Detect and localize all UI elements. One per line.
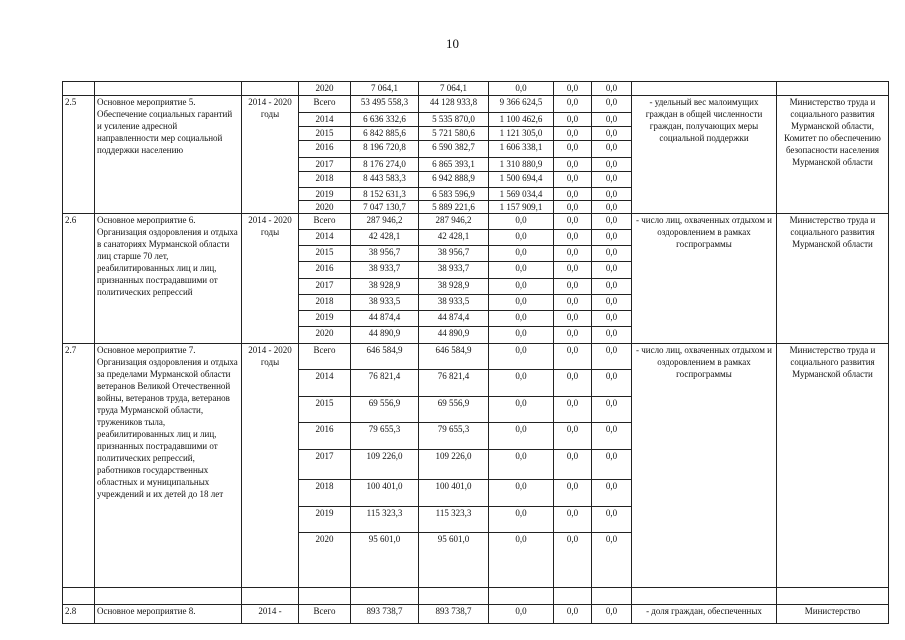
section-period: 2014 - 2020 годы <box>242 96 299 214</box>
year-cell: Всего <box>299 344 351 370</box>
top-row-value-3: 0,0 <box>489 82 554 96</box>
row-value-4: 0,0 <box>554 533 592 588</box>
row-value-5: 0,0 <box>592 423 632 450</box>
bottom-row-value-5: 0,0 <box>592 605 632 624</box>
year-cell: 2015 <box>299 127 351 141</box>
year-cell: 2016 <box>299 262 351 279</box>
section-number: 2.8 <box>63 605 95 624</box>
row-value-2: 100 401,0 <box>419 480 489 507</box>
year-cell: 2015 <box>299 397 351 423</box>
year-cell: 2020 <box>299 82 351 96</box>
top-row-value-2: 7 064,1 <box>419 82 489 96</box>
row-value-5: 0,0 <box>592 450 632 480</box>
row-value-4: 0,0 <box>554 188 592 201</box>
row-value-1: 6 636 332,6 <box>351 113 419 127</box>
blank-cell <box>351 588 419 605</box>
row-value-1: 38 928,9 <box>351 279 419 295</box>
row-value-5: 0,0 <box>592 533 632 588</box>
row-value-1: 44 874,4 <box>351 311 419 327</box>
row-value-2: 5 535 870,0 <box>419 113 489 127</box>
row-value-5: 0,0 <box>592 113 632 127</box>
row-value-3: 0,0 <box>489 214 554 230</box>
year-cell: 2018 <box>299 172 351 188</box>
row-value-3: 1 121 305,0 <box>489 127 554 141</box>
section-number: 2.5 <box>63 96 95 214</box>
row-value-2: 6 583 596,9 <box>419 188 489 201</box>
row-value-2: 44 874,4 <box>419 311 489 327</box>
year-cell: 2019 <box>299 507 351 533</box>
row-value-3: 0,0 <box>489 397 554 423</box>
row-value-5: 0,0 <box>592 141 632 158</box>
row-value-3: 0,0 <box>489 423 554 450</box>
row-value-4: 0,0 <box>554 127 592 141</box>
row-value-1: 115 323,3 <box>351 507 419 533</box>
year-cell: Всего <box>299 96 351 113</box>
row-value-4: 0,0 <box>554 158 592 172</box>
row-value-1: 7 047 130,7 <box>351 201 419 214</box>
row-value-1: 38 933,5 <box>351 295 419 311</box>
section-indicator: - число лиц, охваченных отдыхом и оздоровлением в рамках госпрограммы <box>632 214 777 344</box>
bottom-row-value-3: 0,0 <box>489 605 554 624</box>
row-value-5: 0,0 <box>592 230 632 246</box>
year-cell: 2016 <box>299 141 351 158</box>
table-row <box>63 96 889 113</box>
section-name: Основное мероприятие 8. <box>95 605 242 624</box>
row-value-3: 1 100 462,6 <box>489 113 554 127</box>
section-period: 2014 - <box>242 605 299 624</box>
row-value-2: 5 889 221,6 <box>419 201 489 214</box>
section-name: Основное мероприятие 7. Организация оздоровления и отдыха за пределами Мурманской области ветеранов Великой Отечественной войны, ветеранов труда, ветеранов труда Мурманской области, тружеников тыла, реабилитированных лиц и лиц, признанных пострадавшими от политических репрессий, работников государственных областных и муниципальных учреждений и их детей до 18 лет <box>95 344 242 588</box>
section-indicator: - доля граждан, обеспеченных <box>632 605 777 624</box>
row-value-5: 0,0 <box>592 370 632 397</box>
row-value-3: 1 157 909,1 <box>489 201 554 214</box>
row-value-5: 0,0 <box>592 214 632 230</box>
section-executor: Министерство труда и социального развития Мурманской области <box>777 344 889 588</box>
blank-cell <box>632 588 777 605</box>
row-value-4: 0,0 <box>554 397 592 423</box>
top-row-value-1: 7 064,1 <box>351 82 419 96</box>
row-value-4: 0,0 <box>554 201 592 214</box>
row-value-5: 0,0 <box>592 344 632 370</box>
num-cell <box>63 82 95 96</box>
row-value-2: 44 890,9 <box>419 327 489 344</box>
row-value-5: 0,0 <box>592 507 632 533</box>
row-value-2: 6 865 393,1 <box>419 158 489 172</box>
top-row-value-4: 0,0 <box>554 82 592 96</box>
row-value-1: 8 152 631,3 <box>351 188 419 201</box>
row-value-3: 0,0 <box>489 480 554 507</box>
row-value-2: 38 928,9 <box>419 279 489 295</box>
row-value-3: 1 569 034,4 <box>489 188 554 201</box>
year-cell: 2020 <box>299 533 351 588</box>
table-row <box>63 214 889 230</box>
section-indicator: - удельный вес малоимущих граждан в общей численности граждан, получающих меры социальной поддержки <box>632 96 777 214</box>
row-value-4: 0,0 <box>554 370 592 397</box>
year-cell: 2014 <box>299 230 351 246</box>
year-cell: 2018 <box>299 480 351 507</box>
row-value-3: 9 366 624,5 <box>489 96 554 113</box>
section-period: 2014 - 2020 годы <box>242 214 299 344</box>
blank-cell <box>419 588 489 605</box>
year-cell: 2014 <box>299 370 351 397</box>
row-value-3: 1 500 694,4 <box>489 172 554 188</box>
row-value-2: 44 128 933,8 <box>419 96 489 113</box>
row-value-2: 646 584,9 <box>419 344 489 370</box>
year-cell: 2018 <box>299 295 351 311</box>
row-value-4: 0,0 <box>554 311 592 327</box>
section-executor: Министерство труда и социального развития Мурманской области, Комитет по обеспечению безопасности населения Мурманской области <box>777 96 889 214</box>
row-value-1: 109 226,0 <box>351 450 419 480</box>
year-cell: 2017 <box>299 450 351 480</box>
row-value-1: 38 956,7 <box>351 246 419 262</box>
row-value-5: 0,0 <box>592 480 632 507</box>
blank-cell <box>489 588 554 605</box>
row-value-4: 0,0 <box>554 172 592 188</box>
year-cell: 2020 <box>299 327 351 344</box>
table-row <box>63 344 889 370</box>
section-indicator: - число лиц, охваченных отдыхом и оздоровлением в рамках госпрограммы <box>632 344 777 588</box>
name-cell <box>95 82 242 96</box>
row-value-4: 0,0 <box>554 246 592 262</box>
row-value-3: 0,0 <box>489 295 554 311</box>
row-value-1: 69 556,9 <box>351 397 419 423</box>
row-value-3: 0,0 <box>489 450 554 480</box>
row-value-1: 8 443 583,3 <box>351 172 419 188</box>
section-number: 2.7 <box>63 344 95 588</box>
spacer-row <box>63 588 889 605</box>
row-value-2: 115 323,3 <box>419 507 489 533</box>
row-value-2: 38 956,7 <box>419 246 489 262</box>
row-value-4: 0,0 <box>554 279 592 295</box>
indicator-cell <box>632 82 777 96</box>
row-value-4: 0,0 <box>554 96 592 113</box>
row-value-1: 646 584,9 <box>351 344 419 370</box>
period-cell <box>242 82 299 96</box>
row-value-1: 79 655,3 <box>351 423 419 450</box>
row-value-4: 0,0 <box>554 480 592 507</box>
row-value-1: 44 890,9 <box>351 327 419 344</box>
row-value-1: 100 401,0 <box>351 480 419 507</box>
row-value-3: 0,0 <box>489 230 554 246</box>
row-value-3: 0,0 <box>489 533 554 588</box>
row-value-1: 8 176 274,0 <box>351 158 419 172</box>
blank-cell <box>242 588 299 605</box>
row-value-4: 0,0 <box>554 230 592 246</box>
row-value-2: 109 226,0 <box>419 450 489 480</box>
top-row-value-5: 0,0 <box>592 82 632 96</box>
table-row <box>63 605 889 624</box>
program-table <box>62 81 889 624</box>
row-value-5: 0,0 <box>592 262 632 279</box>
blank-cell <box>554 588 592 605</box>
row-value-3: 0,0 <box>489 246 554 262</box>
row-value-3: 0,0 <box>489 507 554 533</box>
row-value-1: 38 933,7 <box>351 262 419 279</box>
table-row <box>63 82 889 96</box>
row-value-2: 287 946,2 <box>419 214 489 230</box>
row-value-4: 0,0 <box>554 344 592 370</box>
row-value-2: 69 556,9 <box>419 397 489 423</box>
row-value-3: 1 606 338,1 <box>489 141 554 158</box>
row-value-5: 0,0 <box>592 201 632 214</box>
row-value-4: 0,0 <box>554 141 592 158</box>
year-cell: 2019 <box>299 311 351 327</box>
row-value-3: 0,0 <box>489 262 554 279</box>
row-value-5: 0,0 <box>592 279 632 295</box>
year-cell: Всего <box>299 605 351 624</box>
blank-cell <box>777 588 889 605</box>
section-number: 2.6 <box>63 214 95 344</box>
section-period: 2014 - 2020 годы <box>242 344 299 588</box>
section-name: Основное мероприятие 6. Организация оздоровления и отдыха в санаториях Мурманской области лиц старше 70 лет, реабилитированных лиц и лиц, признанных пострадавшими от политических репрессий <box>95 214 242 344</box>
row-value-3: 0,0 <box>489 311 554 327</box>
bottom-row-value-1: 893 738,7 <box>351 605 419 624</box>
bottom-row-value-4: 0,0 <box>554 605 592 624</box>
row-value-4: 0,0 <box>554 113 592 127</box>
bottom-row-value-2: 893 738,7 <box>419 605 489 624</box>
year-cell: 2016 <box>299 423 351 450</box>
row-value-4: 0,0 <box>554 327 592 344</box>
blank-cell <box>63 588 95 605</box>
row-value-2: 42 428,1 <box>419 230 489 246</box>
row-value-5: 0,0 <box>592 327 632 344</box>
row-value-1: 76 821,4 <box>351 370 419 397</box>
row-value-1: 42 428,1 <box>351 230 419 246</box>
row-value-2: 38 933,7 <box>419 262 489 279</box>
row-value-1: 53 495 558,3 <box>351 96 419 113</box>
row-value-4: 0,0 <box>554 423 592 450</box>
row-value-4: 0,0 <box>554 507 592 533</box>
row-value-3: 0,0 <box>489 327 554 344</box>
section-executor: Министерство <box>777 605 889 624</box>
row-value-4: 0,0 <box>554 214 592 230</box>
row-value-2: 6 590 382,7 <box>419 141 489 158</box>
row-value-2: 5 721 580,6 <box>419 127 489 141</box>
row-value-5: 0,0 <box>592 96 632 113</box>
row-value-2: 38 933,5 <box>419 295 489 311</box>
year-cell: 2017 <box>299 279 351 295</box>
year-cell: 2019 <box>299 188 351 201</box>
row-value-5: 0,0 <box>592 188 632 201</box>
section-executor: Министерство труда и социального развития Мурманской области <box>777 214 889 344</box>
row-value-5: 0,0 <box>592 397 632 423</box>
year-cell: 2014 <box>299 113 351 127</box>
row-value-5: 0,0 <box>592 295 632 311</box>
blank-cell <box>299 588 351 605</box>
row-value-1: 6 842 885,6 <box>351 127 419 141</box>
row-value-2: 95 601,0 <box>419 533 489 588</box>
row-value-5: 0,0 <box>592 246 632 262</box>
row-value-3: 0,0 <box>489 370 554 397</box>
row-value-1: 95 601,0 <box>351 533 419 588</box>
row-value-5: 0,0 <box>592 311 632 327</box>
blank-cell <box>592 588 632 605</box>
year-cell: 2017 <box>299 158 351 172</box>
row-value-5: 0,0 <box>592 158 632 172</box>
row-value-3: 0,0 <box>489 279 554 295</box>
page-number: 10 <box>446 36 459 51</box>
year-cell: 2015 <box>299 246 351 262</box>
row-value-5: 0,0 <box>592 172 632 188</box>
row-value-1: 8 196 720,8 <box>351 141 419 158</box>
row-value-4: 0,0 <box>554 295 592 311</box>
row-value-3: 1 310 880,9 <box>489 158 554 172</box>
year-cell: 2020 <box>299 201 351 214</box>
row-value-2: 76 821,4 <box>419 370 489 397</box>
row-value-1: 287 946,2 <box>351 214 419 230</box>
row-value-5: 0,0 <box>592 127 632 141</box>
section-name: Основное мероприятие 5. Обеспечение социальных гарантий и усиление адресной направленности мер социальной поддержки населению <box>95 96 242 214</box>
row-value-4: 0,0 <box>554 450 592 480</box>
row-value-2: 6 942 888,9 <box>419 172 489 188</box>
year-cell: Всего <box>299 214 351 230</box>
row-value-3: 0,0 <box>489 344 554 370</box>
row-value-2: 79 655,3 <box>419 423 489 450</box>
blank-cell <box>95 588 242 605</box>
row-value-4: 0,0 <box>554 262 592 279</box>
executor-cell <box>777 82 889 96</box>
